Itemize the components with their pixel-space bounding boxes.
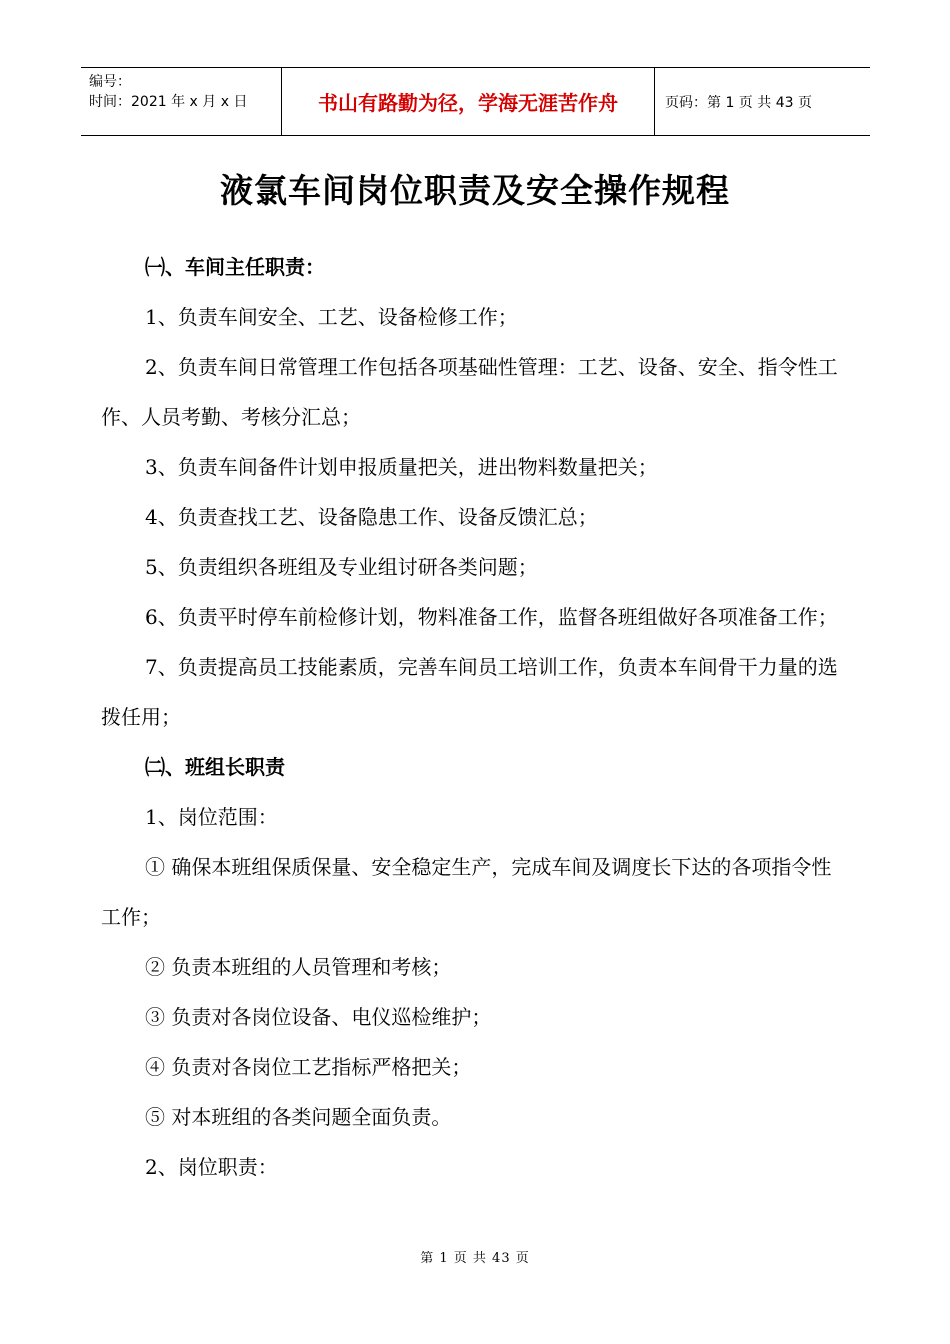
paragraph: 2、负责车间日常管理工作包括各项基础性管理：工艺、设备、安全、指令性工作、人员考勤、考核分汇总； — [101, 355, 838, 429]
paragraph: 2、岗位职责： — [145, 1155, 278, 1179]
page-footer: 第 1 页 共 43 页 — [420, 1251, 530, 1266]
section-heading: ㈡、班组长职责 — [145, 755, 285, 779]
header-table — [81, 67, 870, 136]
number-label: 编号： — [89, 74, 131, 90]
paragraph: ⑤ 对本班组的各类问题全面负责。 — [145, 1105, 452, 1129]
paragraph: 5、负责组织各班组及专业组讨研各类问题； — [145, 555, 538, 579]
header-meta — [81, 68, 281, 135]
time-label: 时间：2021 年 x 月 x 日 — [89, 94, 248, 110]
document-title: 液氯车间岗位职责及安全操作规程 — [220, 171, 730, 210]
header-motto: 书山有路勤为径，学海无涯苦作舟 — [281, 68, 655, 135]
paragraph: ③ 负责对各岗位设备、电仪巡检维护； — [145, 1005, 492, 1029]
paragraph: ① 确保本班组保质保量、安全稳定生产，完成车间及调度长下达的各项指令性工作； — [101, 855, 832, 929]
paragraph: 1、岗位范围： — [145, 805, 278, 829]
section-heading: ㈠、车间主任职责： — [145, 255, 325, 279]
paragraph: 3、负责车间备件计划申报质量把关，进出物料数量把关； — [145, 455, 658, 479]
paragraph: 7、负责提高员工技能素质，完善车间员工培训工作，负责本车间骨干力量的选拨任用； — [101, 655, 838, 729]
paragraph: ② 负责本班组的人员管理和考核； — [145, 955, 452, 979]
paragraph: 4、负责查找工艺、设备隐患工作、设备反馈汇总； — [145, 505, 598, 529]
document-body — [101, 242, 851, 1192]
paragraph: ④ 负责对各岗位工艺指标严格把关； — [145, 1055, 472, 1079]
paragraph: 1、负责车间安全、工艺、设备检修工作； — [145, 305, 518, 329]
header-page-info: 页码：第 1 页 共 43 页 — [665, 94, 812, 111]
paragraph: 6、负责平时停车前检修计划，物料准备工作，监督各班组做好各项准备工作； — [145, 605, 838, 629]
